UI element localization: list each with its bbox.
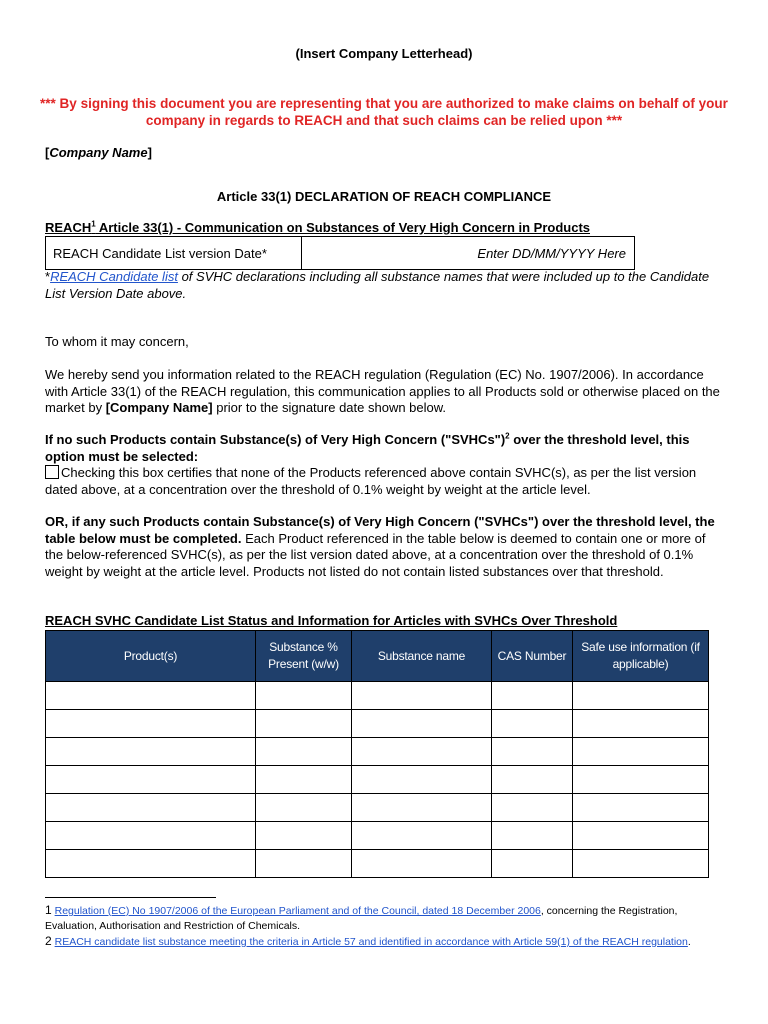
letterhead-placeholder: (Insert Company Letterhead)	[295, 46, 473, 61]
option-one-heading-b: over the threshold level, this option must be selected:	[45, 432, 690, 464]
header-substance-percent: Substance % Present (w/w)	[256, 631, 352, 682]
footnote-divider	[45, 897, 216, 898]
footnote-ref-2[interactable]: 2	[505, 431, 510, 441]
table-cell[interactable]	[46, 682, 256, 710]
candidate-note-text: of SVHC declarations including all substance names that were included up to the Candidate List Version Date above.	[45, 269, 710, 301]
table-row	[46, 850, 709, 878]
table-cell[interactable]	[492, 794, 573, 822]
header-products: Product(s)	[46, 631, 256, 682]
authorization-warning: *** By signing this document you are representing that you are authorized to make claims on behalf of your company in regards to REACH and that such claims can be relied upon ***	[40, 96, 728, 128]
declaration-title: Article 33(1) DECLARATION OF REACH COMPLIANCE	[216, 189, 552, 204]
header-safe-use-info: Safe use information (if applicable)	[573, 631, 709, 682]
no-svhc-checkbox[interactable]	[45, 465, 59, 479]
candidate-list-note	[45, 269, 725, 302]
table-row	[46, 822, 709, 850]
version-date-input[interactable]: Enter DD/MM/YYYY Here	[477, 245, 626, 261]
table-cell[interactable]	[492, 822, 573, 850]
reach-heading-rest: Article 33(1) - Communication on Substances of Very High Concern in Products	[95, 220, 591, 235]
table-cell[interactable]	[352, 766, 492, 794]
table-cell[interactable]	[573, 710, 709, 738]
option-two-heading: OR, if any such Products contain Substance(s) of Very High Concern ("SVHCs") over the threshold level, the table below must be completed.	[45, 514, 715, 546]
footnote-1-link[interactable]: Regulation (EC) No 1907/2006 of the European Parliament and of the Council, dated 18 December 2006	[54, 905, 541, 917]
intro-text-1: We hereby send you information related to the REACH regulation (Regulation (EC) No. 1907/2006). In accordance with Article 33(1) of the REACH regulation, this communication applies to all Products sold or otherwise placed on the market by	[45, 367, 720, 415]
version-date-box	[45, 236, 635, 270]
table-row	[46, 682, 709, 710]
company-name-label: Company Name	[49, 145, 148, 160]
footnote-2-end: .	[687, 936, 691, 948]
reach-heading	[45, 220, 590, 235]
table-header-row	[46, 631, 709, 682]
table-cell[interactable]	[256, 682, 352, 710]
table-cell[interactable]	[352, 794, 492, 822]
option-one-text: Checking this box certifies that none of the Products referenced above contain SVHC(s), as per the list version dated above, at a concentration over the threshold of 0.1% weight by weight at the article level.	[45, 465, 697, 497]
table-cell[interactable]	[492, 710, 573, 738]
table-cell[interactable]	[573, 850, 709, 878]
table-cell[interactable]	[492, 738, 573, 766]
footnote-2	[45, 934, 705, 950]
table-row	[46, 794, 709, 822]
footnote-1-number: 1	[45, 903, 52, 917]
table-cell[interactable]	[256, 822, 352, 850]
table-cell[interactable]	[573, 682, 709, 710]
table-cell[interactable]	[492, 766, 573, 794]
table-cell[interactable]	[46, 710, 256, 738]
footnote-2-link[interactable]: REACH candidate list substance meeting the criteria in Article 57 and identified in accordance with Article 59(1) of the REACH regulation	[54, 936, 688, 948]
footnote-1	[45, 903, 705, 934]
footnote-1-text: , concerning the Registration, Evaluation, Authorisation and Restriction of Chemicals.	[45, 905, 678, 932]
table-cell[interactable]	[46, 822, 256, 850]
table-cell[interactable]	[256, 794, 352, 822]
candidate-list-link[interactable]: REACH Candidate list	[50, 269, 178, 284]
table-cell[interactable]	[352, 822, 492, 850]
option-two-section	[45, 514, 725, 580]
header-substance-name: Substance name	[352, 631, 492, 682]
table-cell[interactable]	[256, 850, 352, 878]
footnote-2-number: 2	[45, 934, 52, 948]
table-row	[46, 738, 709, 766]
intro-paragraph	[45, 367, 725, 417]
table-cell[interactable]	[256, 710, 352, 738]
table-cell[interactable]	[352, 738, 492, 766]
table-cell[interactable]	[492, 850, 573, 878]
option-one-section	[45, 432, 725, 498]
header-cas-number: CAS Number	[492, 631, 573, 682]
intro-company-name: [Company Name]	[105, 400, 213, 415]
table-cell[interactable]	[46, 766, 256, 794]
intro-text-2: prior to the signature date shown below.	[212, 400, 447, 415]
table-cell[interactable]	[573, 766, 709, 794]
reach-heading-prefix: REACH	[45, 220, 92, 235]
table-cell[interactable]	[46, 738, 256, 766]
option-two-text: Each Product referenced in the table below is deemed to contain one or more of the below-referenced SVHC(s), as per the list version dated above, at a concentration over the threshold of 0.1% weight by weight at the article level. Products not listed do not contain listed substances over that threshold.	[45, 530, 706, 579]
table-cell[interactable]	[46, 850, 256, 878]
table-cell[interactable]	[256, 738, 352, 766]
table-cell[interactable]	[573, 822, 709, 850]
note-asterisk: *	[45, 269, 51, 284]
table-cell[interactable]	[573, 794, 709, 822]
footnote-ref-1[interactable]: 1	[91, 219, 96, 229]
table-row	[46, 710, 709, 738]
company-name-line: [Company Name]	[45, 145, 152, 160]
salutation: To whom it may concern,	[45, 334, 189, 349]
table-title: REACH SVHC Candidate List Status and Information for Articles with SVHCs Over Threshold	[45, 613, 618, 628]
table-row	[46, 766, 709, 794]
table-cell[interactable]	[352, 682, 492, 710]
table-cell[interactable]	[256, 766, 352, 794]
svhc-table	[45, 630, 709, 878]
table-cell[interactable]	[573, 738, 709, 766]
version-date-label: REACH Candidate List version Date*	[46, 237, 302, 269]
table-cell[interactable]	[46, 794, 256, 822]
option-one-heading-a: If no such Products contain Substance(s) of Very High Concern ("SVHCs")	[45, 432, 506, 447]
table-cell[interactable]	[352, 850, 492, 878]
table-cell[interactable]	[492, 682, 573, 710]
table-cell[interactable]	[352, 710, 492, 738]
